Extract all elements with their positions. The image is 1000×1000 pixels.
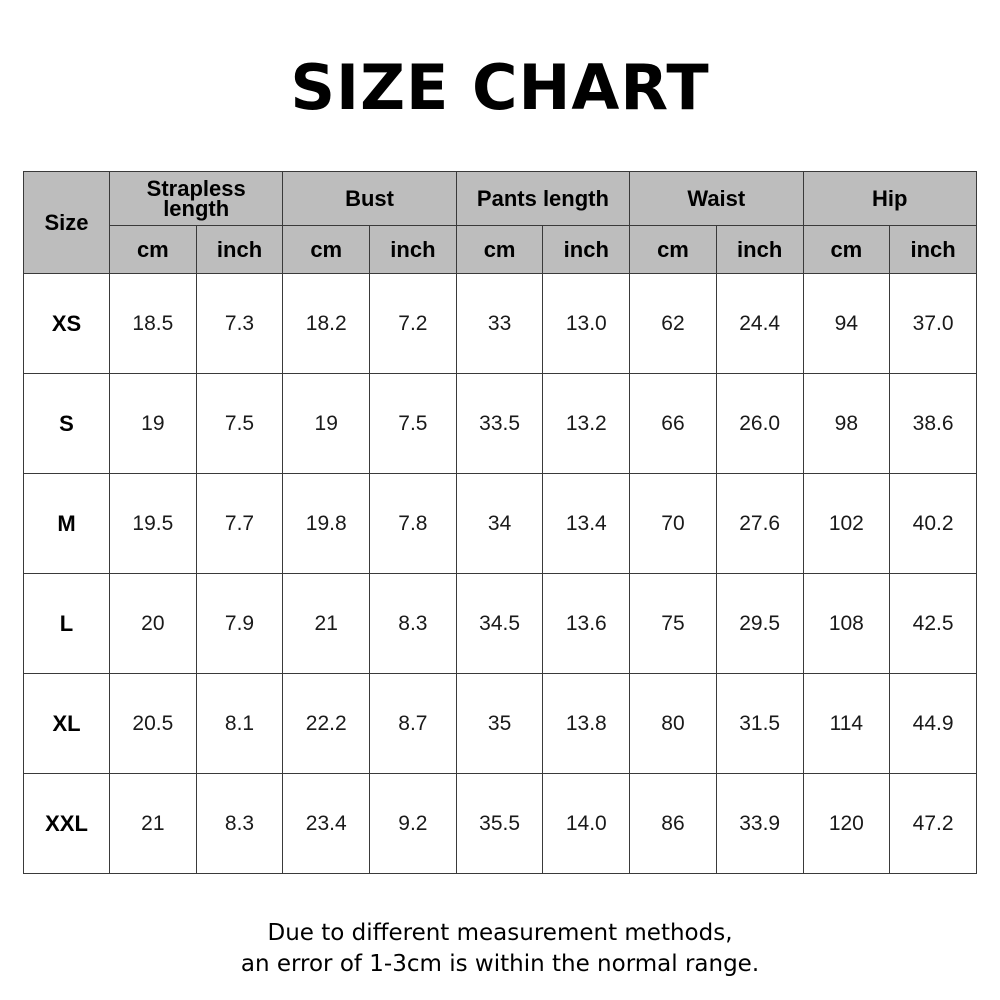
table-cell: 19 bbox=[110, 374, 197, 474]
table-cell: 8.7 bbox=[370, 674, 457, 774]
table-cell: 13.0 bbox=[543, 274, 630, 374]
table-cell: 14.0 bbox=[543, 774, 630, 874]
table-cell: 21 bbox=[283, 574, 370, 674]
table-row bbox=[24, 474, 977, 574]
table-cell: 70 bbox=[630, 474, 717, 574]
table-cell: 62 bbox=[630, 274, 717, 374]
unit-header-cm: cm bbox=[283, 226, 370, 274]
table-cell: 80 bbox=[630, 674, 717, 774]
size-table bbox=[23, 171, 977, 874]
table-row bbox=[24, 674, 977, 774]
table-cell: 19.5 bbox=[110, 474, 197, 574]
header-row-groups bbox=[24, 172, 977, 226]
table-cell: 13.4 bbox=[543, 474, 630, 574]
size-label: M bbox=[24, 474, 110, 574]
measurement-note bbox=[0, 918, 1000, 980]
table-cell: 19 bbox=[283, 374, 370, 474]
table-cell: 7.7 bbox=[196, 474, 283, 574]
table-cell: 47.2 bbox=[890, 774, 977, 874]
size-label: XS bbox=[24, 274, 110, 374]
note-line: an error of 1-3cm is within the normal range. bbox=[240, 951, 760, 977]
page-title: SIZE CHART bbox=[290, 51, 710, 124]
table-cell: 37.0 bbox=[890, 274, 977, 374]
table-cell: 18.5 bbox=[110, 274, 197, 374]
table-cell: 75 bbox=[630, 574, 717, 674]
table-cell: 8.3 bbox=[370, 574, 457, 674]
size-label: L bbox=[24, 574, 110, 674]
table-cell: 42.5 bbox=[890, 574, 977, 674]
size-label: S bbox=[24, 374, 110, 474]
size-label: XXL bbox=[24, 774, 110, 874]
unit-header-cm: cm bbox=[456, 226, 543, 274]
table-cell: 108 bbox=[803, 574, 890, 674]
table-cell: 7.3 bbox=[196, 274, 283, 374]
size-column-header: Size bbox=[24, 172, 110, 274]
table-cell: 24.4 bbox=[716, 274, 803, 374]
group-header-bust: Bust bbox=[283, 172, 456, 226]
table-cell: 13.2 bbox=[543, 374, 630, 474]
table-cell: 7.2 bbox=[370, 274, 457, 374]
table-cell: 8.1 bbox=[196, 674, 283, 774]
table-cell: 120 bbox=[803, 774, 890, 874]
table-cell: 94 bbox=[803, 274, 890, 374]
table-cell: 13.8 bbox=[543, 674, 630, 774]
table-cell: 33.5 bbox=[456, 374, 543, 474]
table-cell: 38.6 bbox=[890, 374, 977, 474]
table-cell: 7.9 bbox=[196, 574, 283, 674]
table-cell: 20.5 bbox=[110, 674, 197, 774]
unit-header-inch: inch bbox=[370, 226, 457, 274]
table-cell: 98 bbox=[803, 374, 890, 474]
unit-header-cm: cm bbox=[630, 226, 717, 274]
table-cell: 31.5 bbox=[716, 674, 803, 774]
table-row bbox=[24, 274, 977, 374]
table-cell: 27.6 bbox=[716, 474, 803, 574]
table-cell: 22.2 bbox=[283, 674, 370, 774]
group-header-waist: Waist bbox=[630, 172, 803, 226]
table-cell: 20 bbox=[110, 574, 197, 674]
table-cell: 34 bbox=[456, 474, 543, 574]
table-row bbox=[24, 374, 977, 474]
table-row bbox=[24, 574, 977, 674]
table-cell: 19.8 bbox=[283, 474, 370, 574]
table-cell: 18.2 bbox=[283, 274, 370, 374]
group-header-pants-length: Pants length bbox=[456, 172, 629, 226]
table-cell: 7.8 bbox=[370, 474, 457, 574]
unit-header-inch: inch bbox=[196, 226, 283, 274]
size-table-body bbox=[24, 274, 977, 874]
size-label: XL bbox=[24, 674, 110, 774]
table-cell: 33 bbox=[456, 274, 543, 374]
table-cell: 8.3 bbox=[196, 774, 283, 874]
table-cell: 23.4 bbox=[283, 774, 370, 874]
table-cell: 21 bbox=[110, 774, 197, 874]
table-cell: 114 bbox=[803, 674, 890, 774]
table-cell: 33.9 bbox=[716, 774, 803, 874]
unit-header-cm: cm bbox=[110, 226, 197, 274]
table-cell: 34.5 bbox=[456, 574, 543, 674]
header-row-units bbox=[24, 226, 977, 274]
table-cell: 29.5 bbox=[716, 574, 803, 674]
note-line: Due to different measurement methods, bbox=[267, 920, 733, 946]
table-cell: 40.2 bbox=[890, 474, 977, 574]
table-cell: 44.9 bbox=[890, 674, 977, 774]
table-cell: 66 bbox=[630, 374, 717, 474]
table-cell: 35 bbox=[456, 674, 543, 774]
table-cell: 26.0 bbox=[716, 374, 803, 474]
table-cell: 86 bbox=[630, 774, 717, 874]
table-cell: 7.5 bbox=[370, 374, 457, 474]
table-cell: 35.5 bbox=[456, 774, 543, 874]
table-cell: 13.6 bbox=[543, 574, 630, 674]
unit-header-inch: inch bbox=[890, 226, 977, 274]
group-header-hip: Hip bbox=[803, 172, 977, 226]
unit-header-inch: inch bbox=[543, 226, 630, 274]
table-cell: 9.2 bbox=[370, 774, 457, 874]
table-row bbox=[24, 774, 977, 874]
unit-header-cm: cm bbox=[803, 226, 890, 274]
table-cell: 7.5 bbox=[196, 374, 283, 474]
group-header-strapless-length: Strapless length bbox=[110, 172, 283, 226]
table-cell: 102 bbox=[803, 474, 890, 574]
unit-header-inch: inch bbox=[716, 226, 803, 274]
